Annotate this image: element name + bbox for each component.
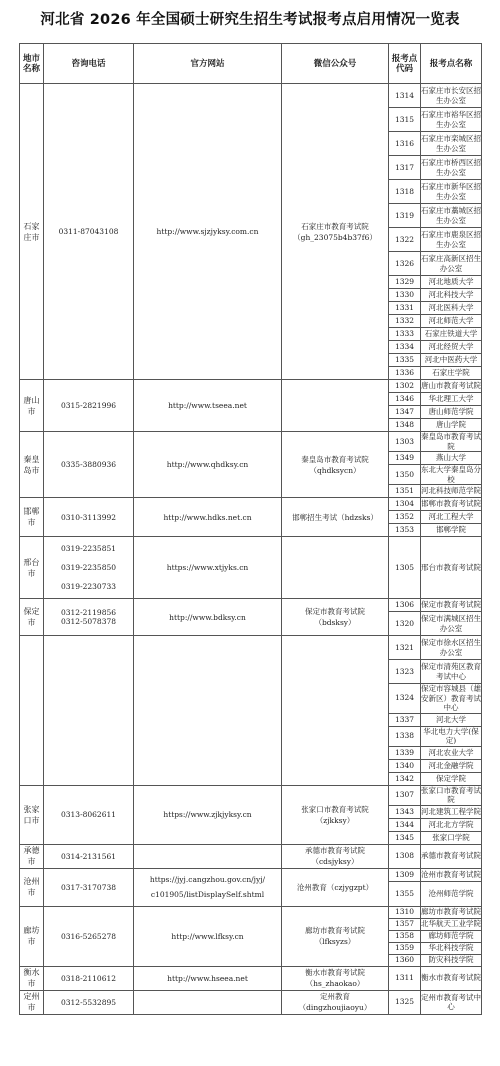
city-cell: 秦皇岛市 (20, 432, 44, 498)
website-line: http://www.tseea.net (168, 401, 247, 410)
site-name: 邢台市教育考试院 (421, 537, 482, 599)
site-name: 河北金融学院 (421, 759, 482, 772)
wechat-name: 承德市教育考试院 (305, 846, 365, 855)
site-code: 1318 (389, 180, 421, 204)
phone-line: 0315-2821996 (60, 401, 117, 410)
website-line: c101905/listDisplaySelf.shtml (150, 890, 265, 899)
website-cell (134, 599, 282, 636)
site-code: 1350 (389, 465, 421, 485)
header-name: 报考点名称 (421, 44, 482, 84)
site-code: 1319 (389, 204, 421, 228)
city-cell: 衡水市 (20, 966, 44, 990)
phone-cell (44, 785, 134, 844)
site-name: 河北科技大学 (421, 289, 482, 302)
wechat-name: 定州教育 (320, 992, 350, 1001)
wechat-cell (282, 785, 389, 844)
wechat-id: （gh_23075b4b37f6） (293, 232, 377, 242)
phone-line: 0312-5078378 (60, 617, 117, 626)
phone-cell (44, 537, 134, 599)
site-name: 华北科技学院 (421, 942, 482, 954)
site-code: 1305 (389, 537, 421, 599)
header-phone: 咨询电话 (44, 44, 134, 84)
site-code: 1355 (389, 881, 421, 906)
phone-line: 0319-2235850 (60, 563, 117, 572)
site-name: 保定市满城区招生办公室 (421, 612, 482, 636)
header-code: 报考点代码 (389, 44, 421, 84)
site-name: 石家庄市新华区招生办公室 (421, 180, 482, 204)
wechat-cell (282, 844, 389, 868)
phone-cell (44, 498, 134, 537)
phone-line: 0310-3113992 (60, 512, 117, 522)
website-line: http://www.hseea.net (167, 973, 248, 983)
city-cell: 邢台市 (20, 537, 44, 599)
phone-line: 0311-87043108 (58, 227, 119, 236)
website-line: https://jyj.cangzhou.gov.cn/jyj/ (149, 875, 266, 884)
city-cell: 承德市 (20, 844, 44, 868)
site-code: 1345 (389, 831, 421, 844)
site-code: 1321 (389, 636, 421, 660)
phone-line: 0313-8062611 (60, 810, 117, 819)
website-cell (134, 380, 282, 432)
site-code: 1333 (389, 328, 421, 341)
wechat-cell-blank (282, 636, 389, 786)
site-code: 1349 (389, 452, 421, 465)
phone-cell (44, 966, 134, 990)
site-name: 唐山师范学院 (421, 406, 482, 419)
website-cell-blank (134, 636, 282, 786)
wechat-id: （dingzhoujiaoyu） (298, 1003, 372, 1012)
website-cell (134, 966, 282, 990)
site-code: 1338 (389, 726, 421, 746)
site-name: 防灾科技学院 (421, 954, 482, 966)
site-name: 张家口市教育考试院 (421, 785, 481, 804)
site-code: 1317 (389, 156, 421, 180)
table-row (20, 990, 482, 1014)
website-line: http://www.sjzjyksy.com.cn (156, 227, 259, 236)
site-code: 1325 (389, 990, 421, 1014)
website-line: https://www.xtjyks.cn (166, 563, 249, 572)
website-cell (134, 990, 282, 1014)
phone-line: 0317-3170738 (60, 882, 117, 892)
city-cell: 石家庄市 (20, 84, 44, 380)
site-code: 1352 (389, 511, 421, 524)
site-code: 1351 (389, 485, 421, 498)
site-code: 1320 (389, 612, 421, 636)
phone-line: 0319-2230733 (60, 582, 117, 591)
wechat-cell (282, 537, 389, 599)
site-name: 石家庄学院 (421, 367, 482, 380)
spacer (44, 572, 133, 582)
website-line: https://www.zjkjyksy.cn (163, 810, 252, 819)
table-row (20, 84, 482, 108)
phone-line: 0312-2119856 (60, 608, 117, 617)
wechat-id: （lfksyzs） (314, 937, 356, 946)
phone-cell (44, 380, 134, 432)
site-code: 1323 (389, 660, 421, 684)
site-name: 石家庄市桥西区招生办公室 (421, 156, 482, 180)
site-name: 华北电力大学(保定) (421, 726, 482, 746)
wechat-cell (282, 868, 389, 906)
site-code: 1343 (389, 805, 421, 818)
table-row (20, 906, 482, 918)
site-name: 定州市教育考试中心 (421, 990, 482, 1014)
site-name: 河北经贸大学 (421, 341, 482, 354)
site-name: 唐山市教育考试院 (421, 380, 482, 393)
site-name: 秦皇岛市教育考试院 (421, 432, 481, 451)
city-cell: 邯郸市 (20, 498, 44, 537)
site-name: 河北中医药大学 (421, 354, 482, 367)
site-name: 石家庄市裕华区招生办公室 (421, 108, 482, 132)
site-name: 北华航天工业学院 (421, 919, 481, 929)
website-cell (134, 537, 282, 599)
site-code: 1331 (389, 302, 421, 315)
site-code: 1315 (389, 108, 421, 132)
website-cell (134, 432, 282, 498)
site-code: 1336 (389, 367, 421, 380)
wechat-cell (282, 432, 389, 498)
site-code: 1306 (389, 599, 421, 612)
site-code: 1308 (389, 844, 421, 868)
site-code: 1359 (389, 942, 421, 954)
table-row (20, 599, 482, 612)
site-name: 沧州师范学院 (421, 881, 482, 906)
site-name: 衡水市教育考试院 (421, 966, 482, 990)
website-cell (134, 906, 282, 966)
table-row (20, 844, 482, 868)
site-name: 河北农业大学 (421, 746, 482, 759)
site-name: 河北地质大学 (421, 276, 482, 289)
wechat-id: （cdsjyksy） (311, 857, 359, 866)
site-code: 1335 (389, 354, 421, 367)
site-code: 1309 (389, 868, 421, 881)
site-name: 邯郸学院 (421, 524, 482, 537)
wechat-cell (282, 380, 389, 432)
site-name: 河北科技师范学院 (421, 485, 482, 498)
site-code: 1347 (389, 406, 421, 419)
page-title: 河北省 2026 年全国硕士研究生招生考试报考点启用情况一览表 (40, 12, 460, 28)
city-cell: 唐山市 (20, 380, 44, 432)
wechat-id: （bdsksy） (314, 618, 356, 627)
wechat-cell (282, 990, 389, 1014)
city-cell: 定州市 (20, 990, 44, 1014)
wechat-id: （hs_zhaokao） (305, 979, 365, 988)
phone-cell (44, 868, 134, 906)
table-row (20, 636, 482, 660)
wechat-cell (282, 599, 389, 636)
spacer (44, 553, 133, 563)
site-name: 石家庄铁道大学 (421, 328, 482, 341)
website-cell (134, 868, 282, 906)
site-code: 1340 (389, 759, 421, 772)
site-name: 张家口学院 (421, 831, 482, 844)
site-name: 廊坊师范学院 (421, 930, 482, 942)
phone-line: 0318-2110612 (60, 973, 117, 983)
site-code: 1307 (389, 785, 421, 805)
city-cell: 保定市 (20, 599, 44, 636)
site-name: 河北师范大学 (421, 315, 482, 328)
site-code: 1360 (389, 954, 421, 966)
site-code: 1348 (389, 419, 421, 432)
header-row (20, 44, 482, 84)
site-code: 1329 (389, 276, 421, 289)
site-code: 1358 (389, 930, 421, 942)
site-code: 1337 (389, 713, 421, 726)
site-code: 1310 (389, 906, 421, 918)
site-name: 沧州市教育考试院 (421, 868, 482, 881)
wechat-name: 保定市教育考试院 (305, 607, 365, 616)
wechat-name: 张家口市教育考试院 (301, 804, 369, 814)
wechat-name: 邯郸招生考试（hdzsks） (292, 512, 378, 522)
site-code: 1357 (389, 918, 421, 930)
city-cell: 沧州市 (20, 868, 44, 906)
table-row (20, 498, 482, 511)
website-line: http://www.qhdksy.cn (166, 460, 249, 469)
site-code: 1314 (389, 84, 421, 108)
table-row (20, 380, 482, 393)
site-code: 1344 (389, 818, 421, 831)
site-name: 石家庄市栾城区招生办公室 (421, 132, 482, 156)
wechat-id: （qhdksycn） (309, 465, 361, 475)
site-name: 廊坊市教育考试院 (421, 907, 481, 917)
wechat-id: （zjkksy） (315, 815, 355, 825)
table-row (20, 432, 482, 452)
header-site: 官方网站 (134, 44, 282, 84)
site-code: 1353 (389, 524, 421, 537)
site-name: 保定市教育考试院 (421, 599, 482, 612)
phone-cell (44, 906, 134, 966)
site-name: 东北大学秦皇岛分校 (421, 465, 481, 484)
site-code: 1334 (389, 341, 421, 354)
site-code: 1339 (389, 746, 421, 759)
wechat-name: 廊坊市教育考试院 (305, 926, 365, 935)
site-name: 石家庄市鹿泉区招生办公室 (421, 228, 482, 252)
site-name: 保定市徐水区招生办公室 (421, 636, 482, 660)
site-name: 河北工程大学 (421, 511, 482, 524)
wechat-name: 石家庄市教育考试院 (301, 221, 369, 231)
website-line: http://www.lfksy.cn (171, 931, 244, 941)
city-cell: 张家口市 (20, 785, 44, 844)
header-wechat: 微信公众号 (282, 44, 389, 84)
site-name: 河北医科大学 (421, 302, 482, 315)
phone-cell (44, 432, 134, 498)
table-row (20, 785, 482, 805)
site-name: 石家庄高新区招生办公室 (421, 252, 482, 276)
site-name: 保定市清苑区教育考试中心 (421, 660, 482, 684)
phone-cell (44, 84, 134, 380)
site-name: 石家庄市长安区招生办公室 (421, 84, 482, 108)
website-line: http://www.bdksy.cn (169, 612, 246, 622)
website-cell (134, 785, 282, 844)
site-code: 1346 (389, 393, 421, 406)
phone-line: 0316-5265278 (60, 931, 117, 941)
site-name: 邯郸市教育考试院 (421, 498, 482, 511)
website-line: http://www.hdks.net.cn (163, 512, 252, 522)
website-cell (134, 84, 282, 380)
wechat-cell (282, 906, 389, 966)
site-name: 石家庄市藁城区招生办公室 (421, 204, 482, 228)
header-city: 地市名称 (20, 44, 44, 84)
site-name: 河北北方学院 (421, 818, 482, 831)
site-code: 1316 (389, 132, 421, 156)
site-name: 保定市容城县（雄安新区）教育考试中心 (421, 684, 481, 712)
site-name: 河北大学 (421, 713, 482, 726)
phone-cell-blank (44, 636, 134, 786)
phone-cell (44, 990, 134, 1014)
phone-line: 0319-2235851 (60, 544, 117, 553)
site-code: 1303 (389, 432, 421, 452)
site-name: 承德市教育考试院 (421, 844, 482, 868)
site-name: 唐山学院 (421, 419, 482, 432)
site-code: 1326 (389, 252, 421, 276)
exam-site-table (19, 43, 482, 1015)
wechat-name: 沧州教育（czjygzpt） (296, 882, 374, 892)
site-code: 1304 (389, 498, 421, 511)
site-code: 1342 (389, 772, 421, 785)
city-cell-blank (20, 636, 44, 786)
site-code: 1330 (389, 289, 421, 302)
phone-line: 0312-5532895 (60, 997, 117, 1007)
phone-line: 0335-3880936 (60, 460, 117, 469)
phone-cell (44, 599, 134, 636)
site-name: 燕山大学 (421, 452, 482, 465)
wechat-name: 秦皇岛市教育考试院 (301, 454, 369, 464)
table-row (20, 537, 482, 599)
site-name: 保定学院 (421, 772, 482, 785)
website-cell (134, 498, 282, 537)
wechat-cell (282, 498, 389, 537)
wechat-name: 衡水市教育考试院 (305, 968, 365, 977)
phone-cell (44, 844, 134, 868)
table-body (20, 84, 482, 1015)
website-cell (134, 844, 282, 868)
wechat-cell (282, 84, 389, 380)
site-code: 1302 (389, 380, 421, 393)
phone-line: 0314-2131561 (60, 851, 117, 861)
site-code: 1311 (389, 966, 421, 990)
table-row (20, 868, 482, 881)
table-row (20, 966, 482, 990)
site-name: 河北建筑工程学院 (421, 805, 482, 818)
wechat-cell (282, 966, 389, 990)
site-code: 1324 (389, 684, 421, 714)
site-name: 华北理工大学 (421, 393, 482, 406)
site-code: 1332 (389, 315, 421, 328)
city-cell: 廊坊市 (20, 906, 44, 966)
site-code: 1322 (389, 228, 421, 252)
